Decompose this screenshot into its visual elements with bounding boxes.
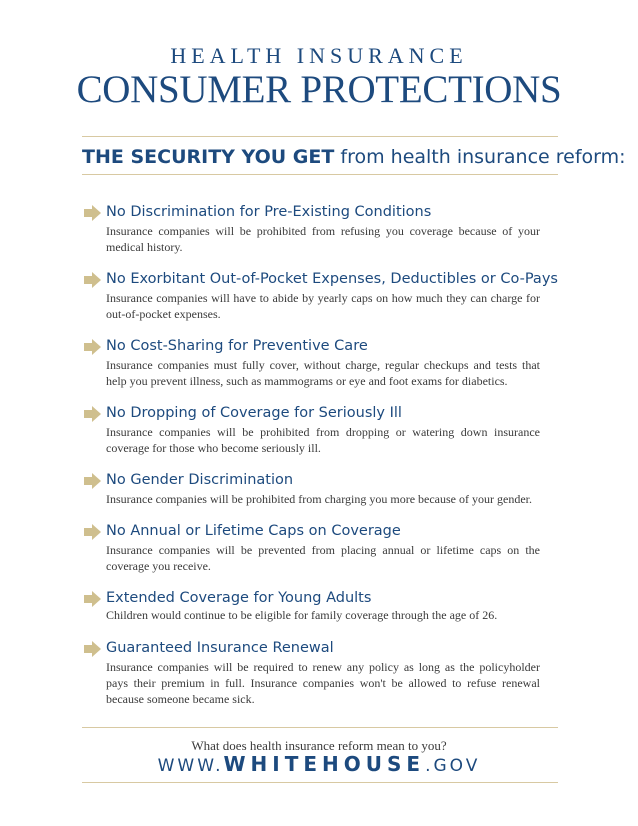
item-body: Insurance companies will be required to renew any policy as long as the policyholder pays their premium in full. Insurance companies won't be allowed to refuse renewal because someone became sick.	[106, 660, 540, 706]
item-title: No Gender Discrimination	[106, 472, 294, 488]
top-rule	[82, 136, 558, 137]
header-kicker: HEALTH INSURANCE	[170, 43, 468, 68]
item-body: Insurance companies must fully cover, without charge, regular checkups and tests that help you prevent illness, such as mammograms or eye and foot exams for diabetics.	[106, 358, 540, 388]
item-title: Guaranteed Insurance Renewal	[106, 640, 334, 656]
right-arrow-icon	[84, 272, 101, 288]
item-body: Children would continue to be eligible for family coverage through the age of 26.	[106, 608, 498, 622]
url-domain: WHITEHOUSE	[223, 752, 426, 776]
right-arrow-icon	[84, 641, 101, 657]
right-arrow-icon	[84, 406, 101, 422]
website-url[interactable]	[0, 752, 638, 776]
item-title: No Dropping of Coverage for Seriously Ill	[106, 405, 402, 421]
item-body: Insurance companies will be prohibited from charging you more because of your gender.	[106, 492, 532, 506]
page-title: CONSUMER PROTECTIONS	[76, 68, 562, 111]
right-arrow-icon	[84, 205, 101, 221]
item-title: No Exorbitant Out-of-Pocket Expenses, Deductibles or Co-Pays	[106, 271, 558, 287]
url-prefix: WWW.	[157, 756, 224, 776]
footer-top-rule	[82, 727, 558, 728]
right-arrow-icon	[84, 339, 101, 355]
item-title: No Cost-Sharing for Preventive Care	[106, 338, 368, 354]
item-title: No Discrimination for Pre-Existing Conditions	[106, 204, 432, 220]
tagline-strong: THE SECURITY YOU GET	[82, 146, 335, 168]
item-body: Insurance companies will have to abide by yearly caps on how much they can charge for out-of-pocket expenses.	[106, 291, 540, 321]
right-arrow-icon	[84, 591, 101, 607]
item-body: Insurance companies will be prevented from placing annual or lifetime caps on the coverage you receive.	[106, 543, 540, 573]
item-title: Extended Coverage for Young Adults	[106, 590, 372, 606]
item-title: No Annual or Lifetime Caps on Coverage	[106, 523, 401, 539]
item-body: Insurance companies will be prohibited from dropping or watering down insurance coverage for those who become seriously ill.	[106, 425, 540, 455]
footer-bottom-rule	[82, 782, 558, 783]
tagline	[82, 146, 626, 168]
tagline-rest: from health insurance reform:	[340, 146, 626, 168]
tagline-rule	[82, 174, 558, 175]
right-arrow-icon	[84, 524, 101, 540]
item-body: Insurance companies will be prohibited from refusing you coverage because of your medical history.	[106, 224, 540, 254]
header	[0, 44, 638, 111]
url-suffix: .GOV	[425, 756, 481, 776]
right-arrow-icon	[84, 473, 101, 489]
footer-question: What does health insurance reform mean to you?	[191, 738, 447, 753]
